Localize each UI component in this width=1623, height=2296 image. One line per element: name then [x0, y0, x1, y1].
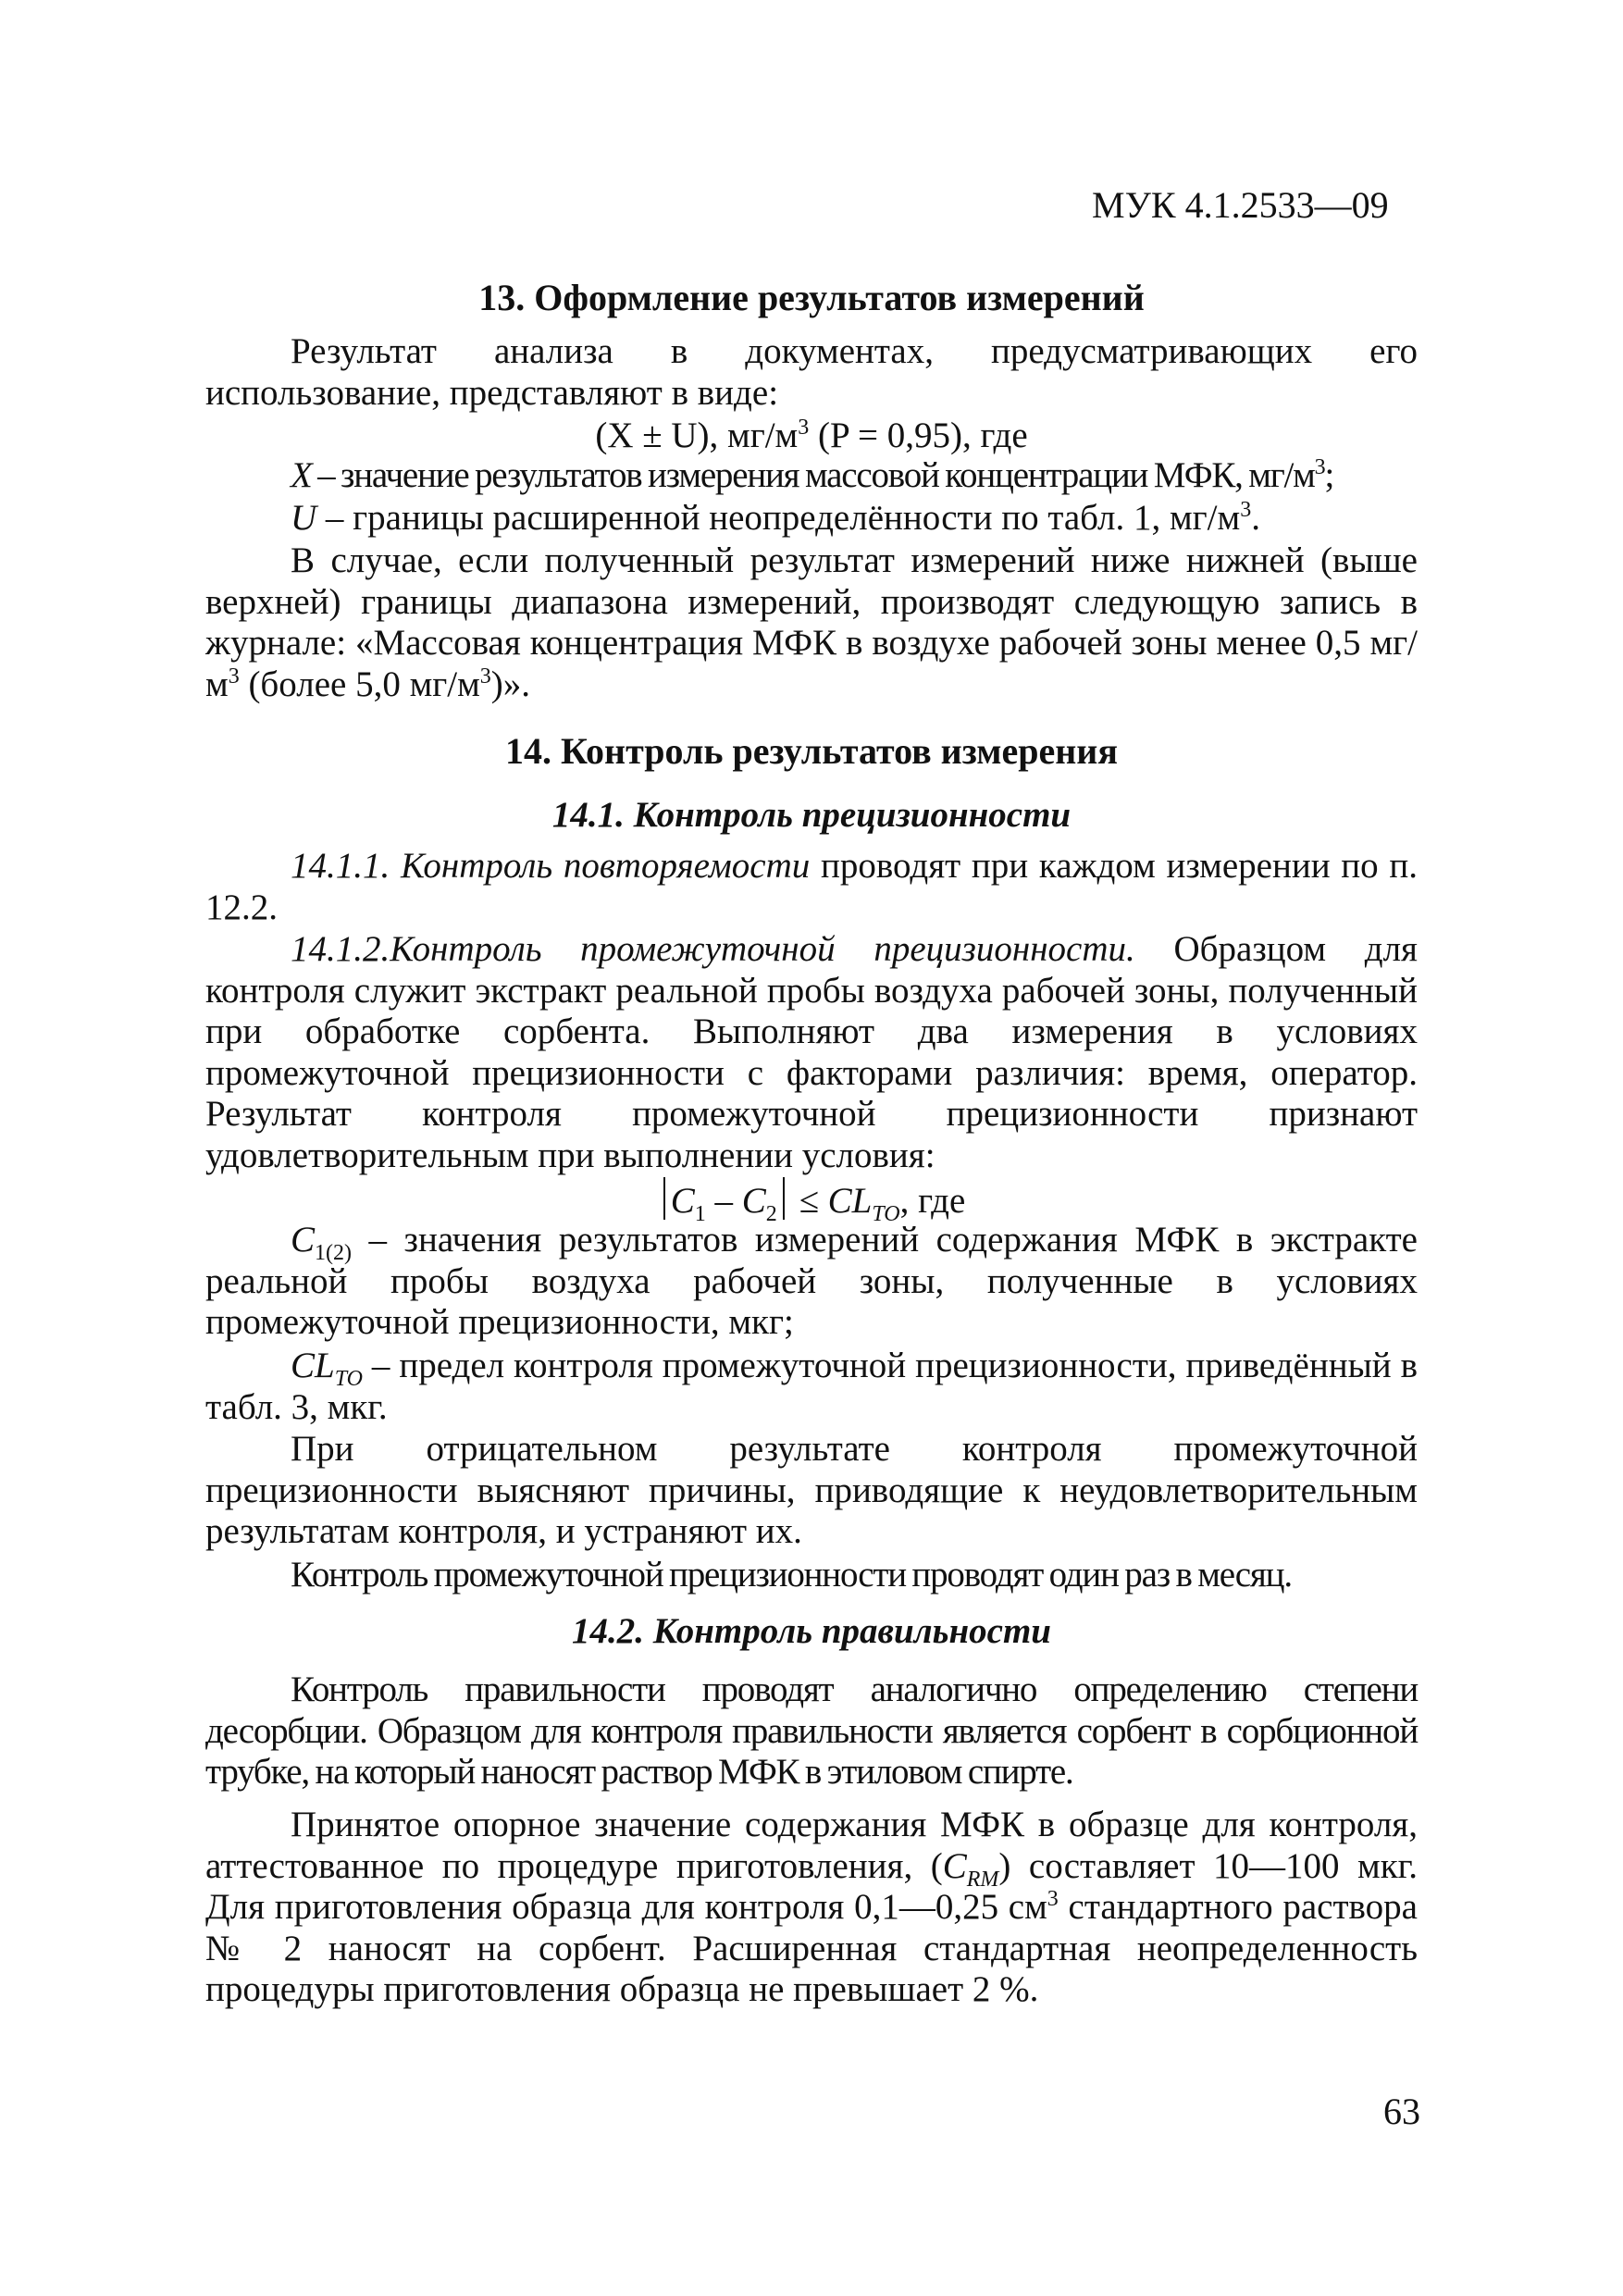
correctness-paragraph: Контроль правильности проводят аналогично определению степени десорбции. Образцом для контроля правильности является сорбент в сорбционной трубке, на который наносят раствор МФК в этиловом спирте. — [205, 1669, 1418, 1792]
var-crm: C — [942, 1845, 967, 1886]
paragraph-14-1-2 — [205, 929, 1418, 1176]
definition-u-sup: 3 — [1240, 498, 1252, 522]
monthly-control-paragraph: Контроль промежуточной прецизионности проводят один раз в месяц. — [291, 1555, 1292, 1595]
reference-text-b: ) составляет 10—100 мкг. Для приготовления образца для контроля 0,1—0,25 см — [205, 1845, 1418, 1927]
var-crm-sub: RM — [966, 1867, 999, 1892]
cond-sub2: 2 — [765, 1201, 777, 1226]
definition-u — [205, 498, 1418, 540]
section-13-heading: 13. Оформление результатов измерений — [478, 277, 1145, 318]
out-of-range-text-b: (более 5,0 мг/м — [239, 664, 480, 704]
out-of-range-text-a: В случае, если полученный результат измерений ниже нижней (выше верхней) границы диапазона измерений, производят следующую запись в журнале: «Массовая концентрация МФК в воздухе рабочей зоны менее 0,5 мг/м — [205, 540, 1418, 704]
var-x: X — [291, 455, 312, 495]
cond-sub-to: TO — [872, 1201, 900, 1226]
section-14-heading: 14. Контроль результатов измерения — [505, 730, 1118, 772]
subsection-14-1-heading: 14.1. Контроль прецизионности — [551, 795, 1072, 835]
section-13-intro: Результат анализа в документах, предусматривающих его использование, представляют в виде: — [205, 331, 1418, 413]
out-of-range-paragraph — [205, 540, 1418, 705]
out-of-range-sup2: 3 — [479, 664, 491, 689]
definition-u-end: . — [1251, 498, 1260, 538]
var-cl: CL — [291, 1346, 335, 1385]
out-of-range-sup1: 3 — [228, 664, 240, 689]
paragraph-14-1-1-text: проводят при каждом измерении по п. 12.2. — [205, 846, 1418, 927]
var-c-sub: 1(2) — [315, 1240, 352, 1265]
cond-limit: ≤ CL — [799, 1181, 873, 1221]
reference-text-c: стандартного раствора № 2 наносят на сорбент. Расширенная стандартная неопределенность процедуры приготовления образца не превышает 2 %. — [205, 1887, 1418, 2009]
var-cl-sub: TO — [334, 1366, 363, 1391]
result-formula — [205, 415, 1418, 456]
cond-c1: C — [670, 1181, 695, 1221]
paragraph-14-1-1 — [205, 846, 1418, 928]
definition-cl — [205, 1346, 1418, 1428]
condition-formula — [205, 1177, 1418, 1226]
definition-u-text: – границы расширенной неопределённости по табл. 1, мг/м — [316, 498, 1241, 538]
definition-c-text: – значения результатов измерений содержания МФК в экстракте реальной пробы воздуха рабочей зоны, полученные в условиях промежуточной прецизионности, мкг; — [205, 1220, 1418, 1342]
reference-value-paragraph — [205, 1805, 1418, 2011]
reference-text-a: Принятое опорное значение содержания МФК в образце для контроля, аттестованное по процедуре приготовления, ( — [205, 1805, 1418, 1886]
definition-x-text: – значение результатов измерения массовой концентрации МФК, мг/м — [311, 455, 1315, 495]
cond-sub1: 1 — [694, 1201, 706, 1226]
formula-part-a: (X ± U), мг/м — [595, 416, 799, 455]
reference-sup: 3 — [1047, 1887, 1059, 1911]
abs-bar-right — [783, 1177, 785, 1220]
paragraph-14-1-2-text: Образцом для контроля служит экстракт реальной пробы воздуха рабочей зоны, полученный при обработке сорбента. Выполняют два измерения в условиях промежуточной прецизионности с факторами различия: время, оператор. Результат контроля промежуточной прецизионности признают удовлетворительным при выполнении условия: — [205, 929, 1418, 1175]
definition-cl-text: – предел контроля промежуточной прецизионности, приведённый в табл. 3, мкг. — [205, 1346, 1418, 1427]
var-u: U — [291, 498, 317, 538]
negative-result-paragraph: При отрицательном результате контроля промежуточной прецизионности выясняют причины, приводящие к неудовлетворительным результатам контроля, и устраняют их. — [205, 1429, 1418, 1551]
cond-c2: – C — [705, 1181, 766, 1221]
cond-end: , где — [899, 1181, 966, 1221]
subsection-14-2-heading: 14.2. Контроль правильности — [572, 1611, 1051, 1651]
paragraph-14-1-1-title: 14.1.1. Контроль повторяемости — [291, 846, 811, 886]
page-number: 63 — [1383, 2091, 1420, 2132]
formula-part-b: (P = 0,95), где — [809, 416, 1028, 455]
abs-bar-left — [663, 1177, 665, 1220]
var-c: C — [291, 1220, 316, 1260]
definition-x-end: ; — [1324, 455, 1334, 495]
formula-sup: 3 — [798, 416, 810, 440]
paragraph-14-1-2-title: 14.1.2.Контроль промежуточной прецизионности. — [291, 929, 1135, 969]
out-of-range-text-c: )». — [490, 664, 531, 704]
definition-x-sup: 3 — [1314, 455, 1325, 479]
document-code: МУК 4.1.2533—09 — [1092, 184, 1389, 226]
definition-x — [205, 455, 1418, 497]
definition-c — [205, 1220, 1418, 1344]
